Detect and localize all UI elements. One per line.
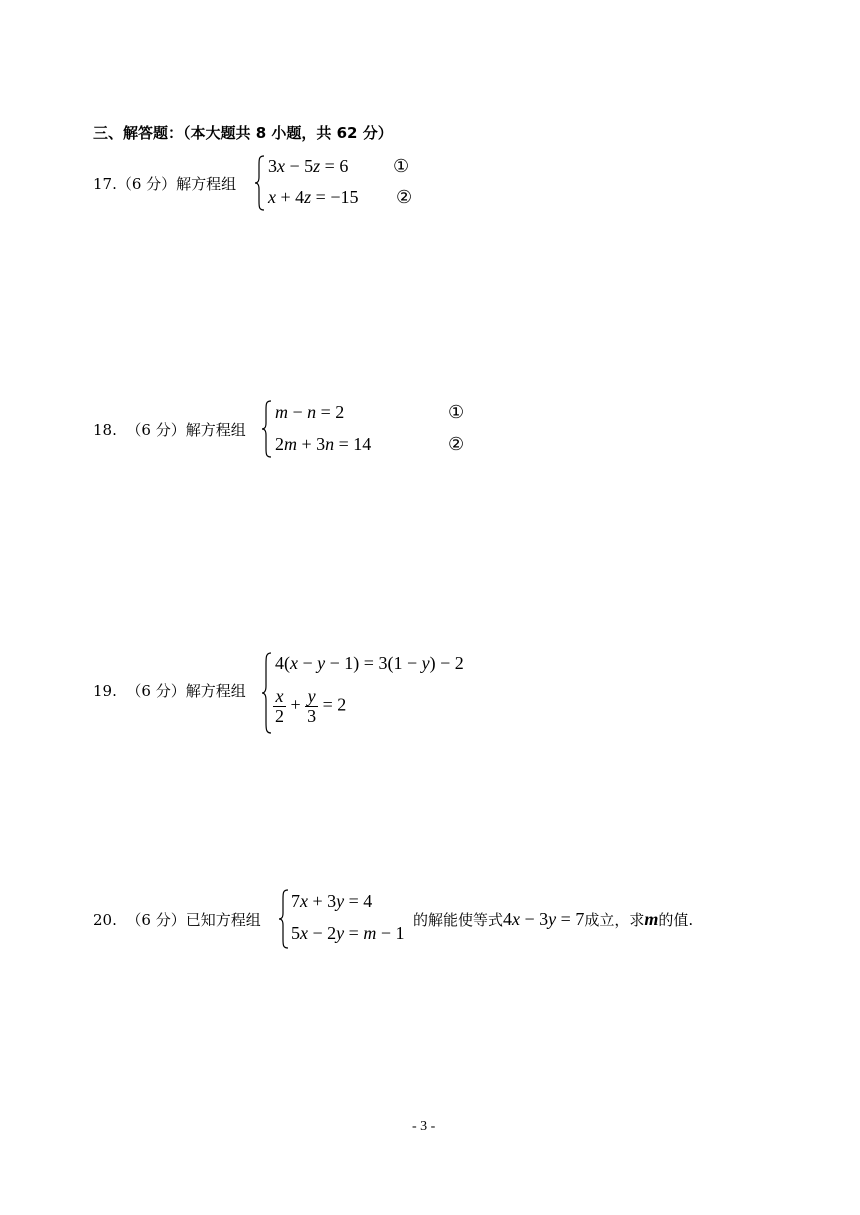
question-18-label [93, 419, 246, 440]
question-points: （6 分） [116, 175, 177, 193]
equation-marker-1: ① [393, 156, 410, 177]
system-brace [261, 652, 273, 734]
question-19-label [93, 680, 246, 701]
question-prompt: 解方程组 [176, 175, 237, 193]
equation-1: m − n = 2 [275, 402, 345, 422]
condition-equation: 4x − 3y = 7 [503, 909, 585, 929]
question-20-label [93, 909, 261, 930]
question-points: （6 分） [126, 421, 186, 439]
equation-2: 2m + 3n = 14 [275, 434, 372, 454]
equation-1: 3x − 5z = 6 [268, 156, 349, 176]
page-number: - 3 - [412, 1119, 436, 1134]
equation-1: 4(x − y − 1) = 3(1 − y) − 2 [275, 653, 464, 673]
equation-marker-2: ② [448, 434, 465, 455]
question-prompt: 解方程组 [185, 421, 246, 439]
fraction-y-over-3: $\frac{y}{3}$ [307, 686, 317, 726]
question-number: 20. [93, 911, 117, 929]
question-17-label [93, 173, 236, 194]
equation-2: x + 4z = −15 [268, 187, 359, 207]
equation-2: $\frac{x}{2}$ + $\frac{y}{3}$ = 2 [275, 686, 347, 726]
equation-marker-1: ① [448, 402, 465, 423]
fraction-x-over-2: $\frac{x}{2}$ [275, 686, 284, 726]
question-prompt: 已知方程组 [185, 911, 261, 929]
system-brace [261, 400, 273, 458]
question-number: 17. [93, 175, 117, 193]
condition-suffix: 成立，求 [584, 911, 645, 929]
question-points: （6 分） [126, 682, 186, 700]
condition-prefix: 的解能使等式 [413, 911, 504, 929]
question-prompt: 解方程组 [185, 682, 246, 700]
target-variable: m [644, 909, 659, 929]
equation-1: 7x + 3y = 4 [291, 891, 373, 911]
equation-marker-2: ② [396, 187, 413, 208]
condition-end: 的值. [658, 911, 694, 929]
question-number: 18. [93, 421, 117, 439]
question-points: （6 分） [126, 911, 186, 929]
system-brace [278, 889, 290, 949]
question-number: 19. [93, 682, 117, 700]
system-brace [254, 155, 266, 211]
question-20-condition [413, 909, 693, 930]
section-heading: 三、解答题：（本大题共 8 小题，共 62 分） [93, 124, 393, 142]
equation-2: 5x − 2y = m − 1 [291, 923, 405, 943]
